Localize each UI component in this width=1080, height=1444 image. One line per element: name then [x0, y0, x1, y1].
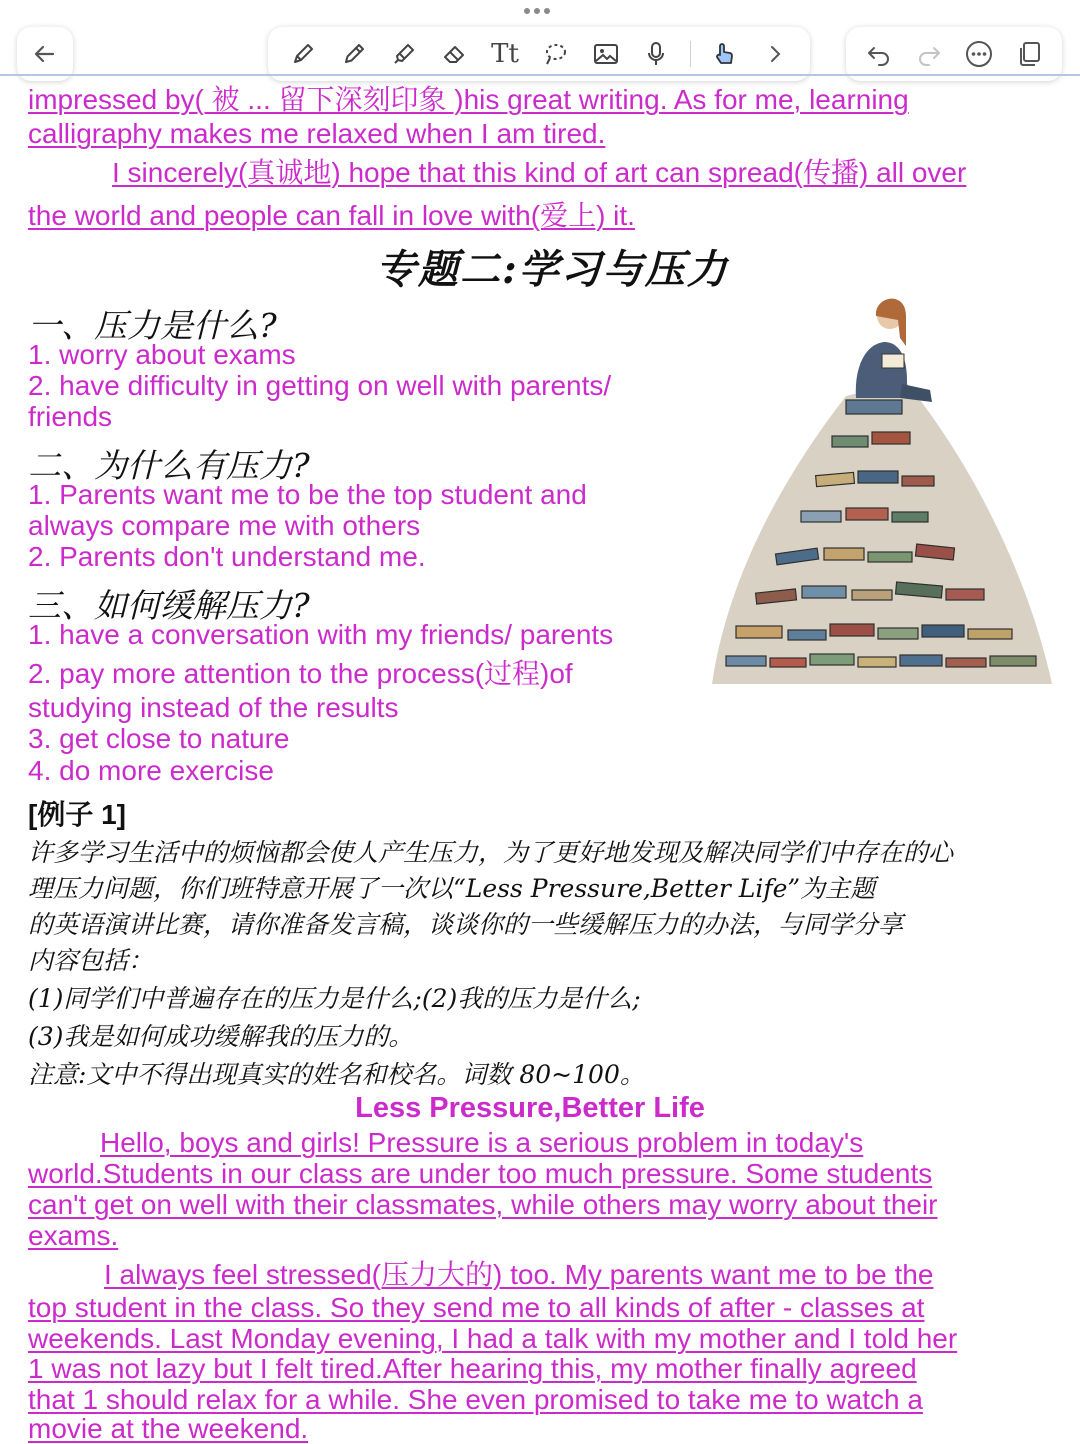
essay-paragraph-1-line: can't get on well with their classmates, while others may worry about their — [28, 1189, 938, 1220]
toolbar-left — [17, 27, 73, 81]
toolbar-divider — [690, 41, 691, 67]
section-3-item: 2. pay more attention to the process(过程)of — [28, 658, 573, 689]
intro-line-4: the world and people can fall in love with(爱上) it. — [28, 200, 635, 231]
essay-paragraph-2-line: movie at the weekend. — [28, 1413, 309, 1444]
intro-line-3: I sincerely(真诚地) hope that this kind of art can spread(传播) all over — [112, 157, 967, 188]
drawing-tools-bar — [268, 27, 810, 81]
essay-paragraph-2-line: that 1 should relax for a while. She even promised to take me to watch a — [28, 1384, 923, 1415]
section-2-item: 2. Parents don't understand me. — [28, 541, 426, 572]
essay-paragraph-1-line: exams. — [28, 1220, 119, 1251]
redo-icon[interactable] — [912, 37, 946, 71]
microphone-icon[interactable] — [639, 37, 673, 71]
section-2-heading: 二、为什么有压力? — [28, 446, 310, 485]
essay-paragraph-1-line: Hello, boys and girls! Pressure is a serious problem in today's — [100, 1127, 864, 1158]
more-icon[interactable] — [962, 37, 996, 71]
eraser-icon[interactable] — [438, 37, 472, 71]
task-line: (3)我是如何成功缓解我的压力的。 — [28, 1022, 414, 1051]
essay-paragraph-2-line: top student in the class. So they send me to all kinds of after - classes at — [28, 1292, 925, 1323]
section-2-item: 1. Parents want me to be the top student and — [28, 479, 587, 510]
section-3-heading: 三、如何缓解压力? — [28, 586, 310, 625]
section-1-item: 1. worry about exams — [28, 339, 296, 370]
section-1-item: friends — [28, 401, 113, 432]
hand-pointer-icon[interactable] — [707, 37, 741, 71]
essay-paragraph-1-line: world.Students in our class are under too much pressure. Some students — [28, 1158, 933, 1189]
task-line: 注意:文中不得出现真实的姓名和校名。词数 80~100。 — [28, 1060, 645, 1089]
intro-line-1: impressed by( 被 ... 留下深刻印象 )his great writing. As for me, learning — [28, 84, 909, 115]
essay-paragraph-2-line: weekends. Last Monday evening, I had a talk with my mother and I told her — [28, 1323, 958, 1354]
book-pile-illustration — [706, 286, 1058, 698]
section-1-heading: 一、压力是什么? — [28, 306, 277, 345]
pen-icon[interactable] — [286, 37, 320, 71]
task-line: 理压力问题，你们班特意开展了一次以“Less Pressure,Better Life”为主题 — [28, 874, 876, 903]
section-3-item: 1. have a conversation with my friends/ parents — [28, 619, 614, 650]
window-grabber[interactable] — [524, 8, 550, 14]
page-top-rule — [0, 74, 1080, 76]
undo-icon[interactable] — [862, 37, 896, 71]
pages-icon[interactable] — [1012, 37, 1046, 71]
lasso-icon[interactable] — [538, 37, 572, 71]
section-1-item: 2. have difficulty in getting on well with parents/ — [28, 370, 612, 401]
image-icon[interactable] — [589, 37, 623, 71]
task-line: (1)同学们中普遍存在的压力是什么;(2)我的压力是什么; — [28, 984, 641, 1013]
essay-paragraph-2-line: 1 was not lazy but I felt tired.After hearing this, my mother finally agreed — [28, 1353, 917, 1384]
example-label: [例子 1] — [28, 799, 127, 830]
book-pile — [712, 382, 1052, 684]
pencil-icon[interactable] — [337, 37, 371, 71]
intro-line-2: calligraphy makes me relaxed when I am tired. — [28, 118, 606, 149]
task-line: 的英语演讲比赛，请你准备发言稿，谈谈你的一些缓解压力的办法，与同学分享 — [28, 910, 904, 939]
task-line: 许多学习生活中的烦恼都会使人产生压力，为了更好地发现及解决同学们中存在的心 — [28, 838, 954, 867]
section-2-item: always compare me with others — [28, 510, 421, 541]
chevron-right-icon[interactable] — [758, 37, 792, 71]
section-3-item: 3. get close to nature — [28, 723, 290, 754]
essay-paragraph-2-line: I always feel stressed(压力大的) too. My parents want me to be the — [104, 1259, 934, 1290]
task-line: 内容包括： — [28, 946, 154, 975]
section-3-item: studying instead of the results — [28, 692, 399, 723]
section-3-item: 4. do more exercise — [28, 755, 274, 786]
back-arrow-icon[interactable] — [28, 37, 62, 71]
essay-title: Less Pressure,Better Life — [355, 1092, 705, 1124]
topic-title: 专题二:学习与压力 — [376, 246, 729, 293]
toolbar-right — [846, 27, 1062, 81]
highlighter-icon[interactable] — [387, 37, 421, 71]
text-tool-icon[interactable]: Tt — [491, 39, 519, 69]
girl-reading-figure — [856, 299, 932, 402]
